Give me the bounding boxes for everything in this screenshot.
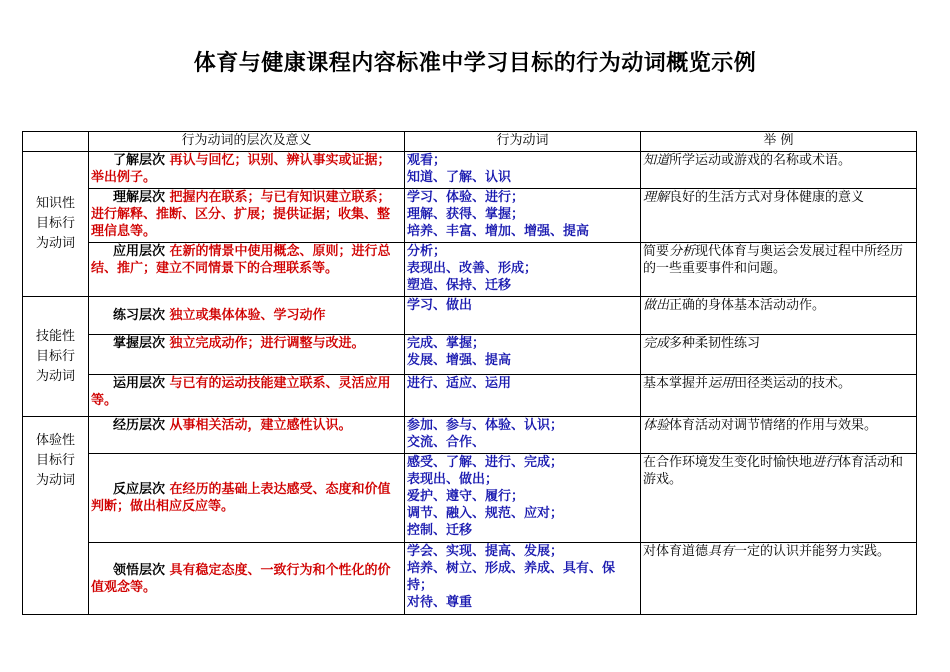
example-cell: 完成多种柔韧性练习 (641, 335, 917, 375)
table-row (23, 417, 917, 454)
example-cell: 做出正确的身体基本活动动作。 (641, 297, 917, 335)
header-verbs: 行为动词 (405, 132, 641, 152)
verbs-cell: 学习、做出 (405, 297, 641, 335)
header-examples: 举 例 (641, 132, 917, 152)
verbs-cell: 分析； 表现出、改善、形成； 塑造、保持、迁移 (405, 243, 641, 297)
level-cell: 了解层次 再认与回忆；识别、辨认事实或证据；举出例子。 (89, 152, 405, 189)
table-row (23, 243, 917, 297)
example-cell: 在合作环境发生变化时愉快地进行体育活动和游戏。 (641, 454, 917, 543)
category-experience: 体验性目标行为动词 (23, 417, 89, 615)
example-cell: 对体育道德具有一定的认识并能努力实践。 (641, 543, 917, 615)
verbs-cell: 学习、体验、进行； 理解、获得、掌握； 培养、丰富、增加、增强、提高 (405, 189, 641, 243)
verbs-cell: 学会、实现、提高、发展； 培养、树立、形成、养成、具有、保持； 对待、尊重 (405, 543, 641, 615)
table-header-row (23, 132, 917, 152)
level-cell: 练习层次 独立或集体体验、学习动作 (89, 297, 405, 335)
example-cell: 体验体育活动对调节情绪的作用与效果。 (641, 417, 917, 454)
category-knowledge: 知识性目标行为动词 (23, 152, 89, 297)
verbs-cell: 感受、了解、进行、完成； 表现出、做出； 爱护、遵守、履行； 调节、融入、规范、应对； 控制、迁移 (405, 454, 641, 543)
example-cell: 知道所学运动或游戏的名称或术语。 (641, 152, 917, 189)
level-cell: 运用层次 与已有的运动技能建立联系、灵活应用等。 (89, 375, 405, 417)
table-row (23, 375, 917, 417)
table-row (23, 543, 917, 615)
level-cell: 经历层次 从事相关活动，建立感性认识。 (89, 417, 405, 454)
level-cell: 理解层次 把握内在联系；与已有知识建立联系；进行解释、推断、区分、扩展；提供证据；收集、整理信息等。 (89, 189, 405, 243)
verbs-table (22, 131, 917, 615)
table-row (23, 454, 917, 543)
example-cell: 理解良好的生活方式对身体健康的意义 (641, 189, 917, 243)
header-blank (23, 132, 89, 152)
table-row (23, 189, 917, 243)
verbs-cell: 进行、适应、运用 (405, 375, 641, 417)
table-row (23, 335, 917, 375)
example-cell: 基本掌握并运用田径类运动的技术。 (641, 375, 917, 417)
verbs-cell: 观看； 知道、了解、认识 (405, 152, 641, 189)
level-cell: 反应层次 在经历的基础上表达感受、态度和价值判断；做出相应反应等。 (89, 454, 405, 543)
table-row (23, 297, 917, 335)
header-levels: 行为动词的层次及意义 (89, 132, 405, 152)
verbs-cell: 完成、掌握； 发展、增强、提高 (405, 335, 641, 375)
level-cell: 应用层次 在新的情景中使用概念、原则；进行总结、推广；建立不同情景下的合理联系等。 (89, 243, 405, 297)
page-title: 体育与健康课程内容标准中学习目标的行为动词概览示例 (193, 51, 757, 76)
verbs-cell: 参加、参与、体验、认识； 交流、合作、 (405, 417, 641, 454)
category-skill: 技能性目标行为动词 (23, 297, 89, 417)
level-cell: 领悟层次 具有稳定态度、一致行为和个性化的价值观念等。 (89, 543, 405, 615)
table-row (23, 152, 917, 189)
level-cell: 掌握层次 独立完成动作；进行调整与改进。 (89, 335, 405, 375)
example-cell: 简要分析现代体育与奥运会发展过程中所经历的一些重要事件和问题。 (641, 243, 917, 297)
